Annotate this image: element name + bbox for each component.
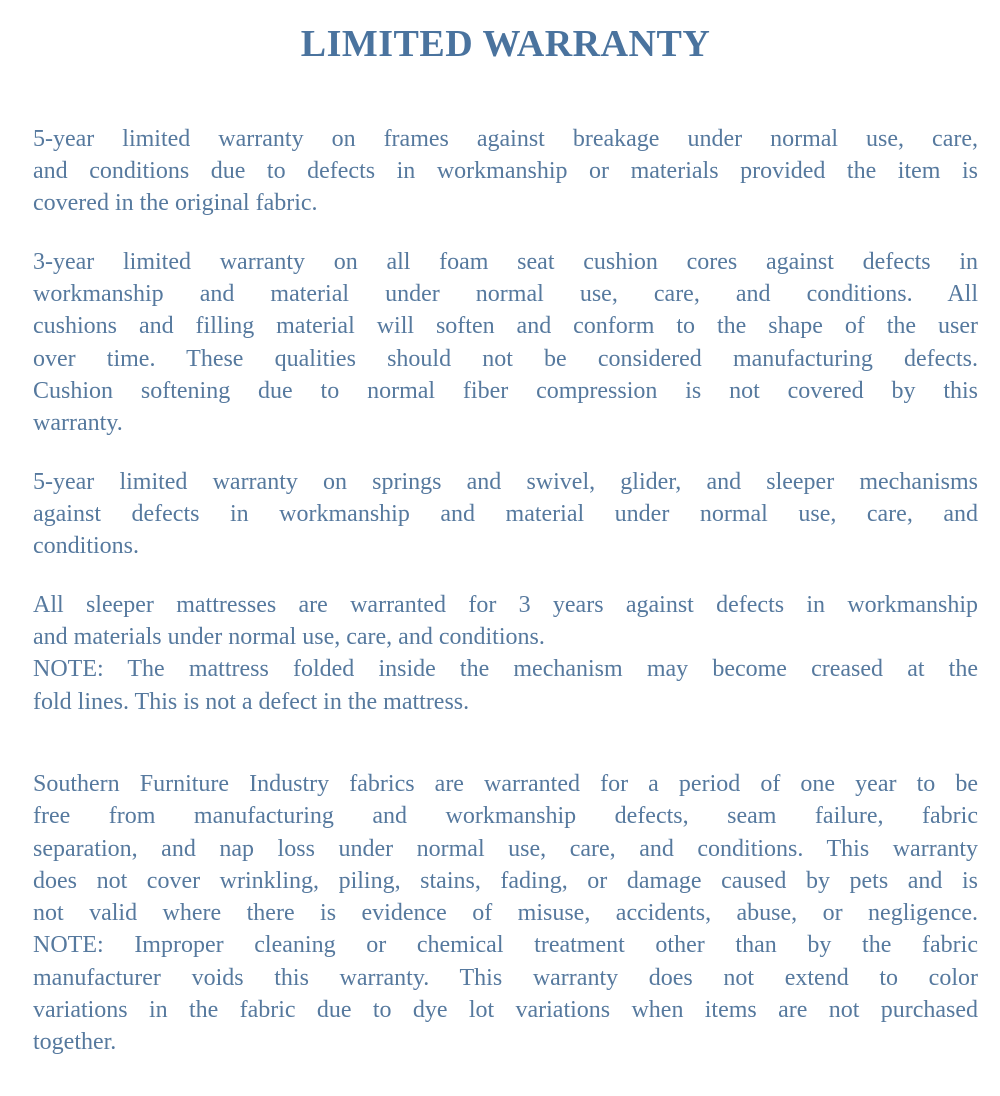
- text-line: not valid where there is evidence of misuse, accidents, abuse, or negligence.: [33, 900, 978, 927]
- warranty-paragraph-frames-warranty: [33, 123, 978, 220]
- text-line: separation, and nap loss under normal use, care, and conditions. This warranty: [33, 835, 978, 862]
- text-line: NOTE: Improper cleaning or chemical treatment other than by the fabric: [33, 932, 978, 959]
- text-line: free from manufacturing and workmanship defects, seam failure, fabric: [33, 803, 978, 830]
- text-line: Southern Furniture Industry fabrics are warranted for a period of one year to be: [33, 770, 978, 797]
- text-line: 5-year limited warranty on springs and swivel, glider, and sleeper mechanisms: [33, 468, 978, 495]
- text-line: fold lines. This is not a defect in the mattress.: [33, 688, 470, 715]
- text-line: over time. These qualities should not be considered manufacturing defects.: [33, 345, 978, 372]
- warranty-paragraph-springs-mechanisms-warranty: [33, 466, 978, 563]
- text-line: All sleeper mattresses are warranted for 3 years against defects in workmanship: [33, 591, 978, 618]
- text-line: workmanship and material under normal use, care, and conditions. All: [33, 280, 978, 307]
- warranty-paragraph-sleeper-mattress-warranty: [33, 589, 978, 718]
- text-line: conditions.: [33, 533, 139, 560]
- warranty-text-body: [33, 123, 978, 1059]
- text-line: NOTE: The mattress folded inside the mechanism may become creased at the: [33, 656, 978, 683]
- text-line: against defects in workmanship and material under normal use, care, and: [33, 500, 978, 527]
- text-line: manufacturer voids this warranty. This warranty does not extend to color: [33, 964, 978, 991]
- warranty-paragraph-foam-cushion-warranty: [33, 246, 978, 440]
- text-line: warranty.: [33, 410, 123, 437]
- text-line: and materials under normal use, care, and conditions.: [33, 623, 545, 650]
- warranty-paragraph-fabric-warranty: [33, 768, 978, 1059]
- text-line: covered in the original fabric.: [33, 190, 318, 217]
- text-line: 5-year limited warranty on frames against breakage under normal use, care,: [33, 125, 978, 152]
- text-line: variations in the fabric due to dye lot variations when items are not purchased: [33, 997, 978, 1024]
- document-title: LIMITED WARRANTY: [300, 23, 711, 65]
- text-line: 3-year limited warranty on all foam seat cushion cores against defects in: [33, 248, 978, 275]
- text-line: together.: [33, 1029, 117, 1056]
- text-line: Cushion softening due to normal fiber compression is not covered by this: [33, 377, 978, 404]
- text-line: does not cover wrinkling, piling, stains, fading, or damage caused by pets and is: [33, 867, 978, 894]
- text-line: and conditions due to defects in workmanship or materials provided the item is: [33, 157, 978, 184]
- text-line: cushions and filling material will soften and conform to the shape of the user: [33, 313, 978, 340]
